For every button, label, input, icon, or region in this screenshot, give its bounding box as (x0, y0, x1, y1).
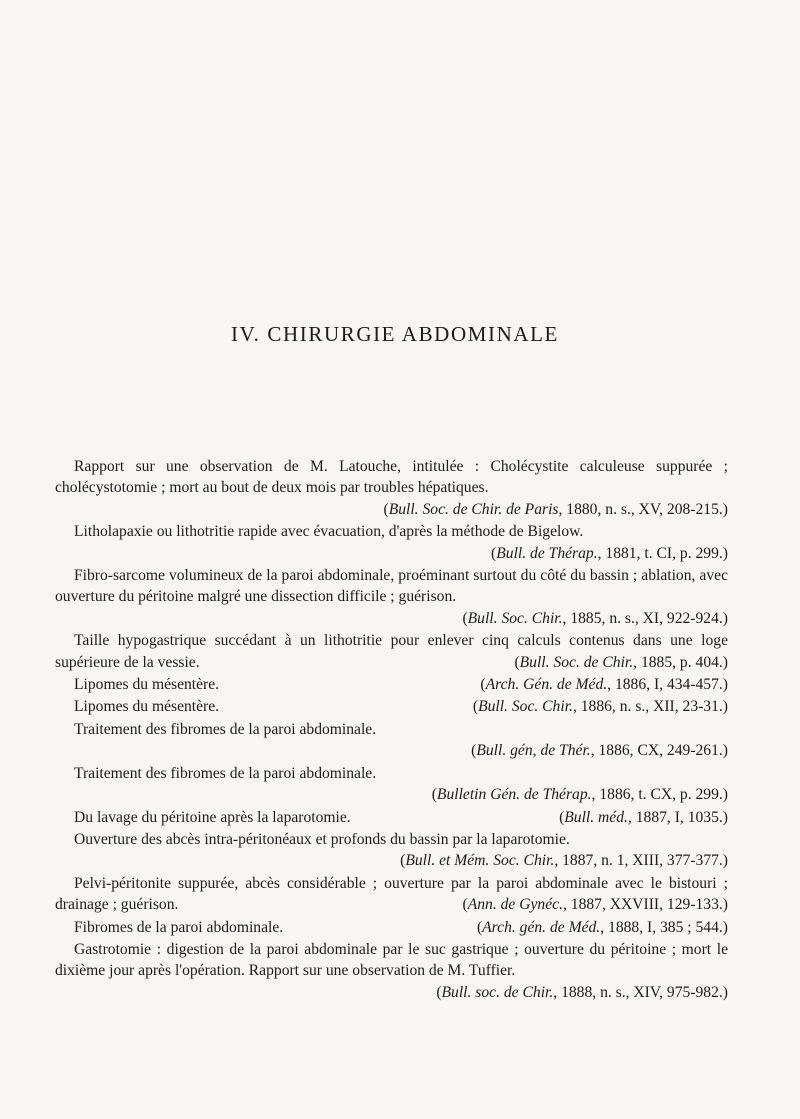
entry-text: Litholapaxie ou lithotritie rapide avec évacuation, d'après la méthode de Bigelow. (74, 523, 584, 541)
list-item (55, 630, 728, 673)
entry-text: Taille hypogastrique succédant à un lithotritie pour enlever cinq calculs contenus dans une loge supérieure de la vessie. (55, 632, 728, 671)
entry-text: Fibromes de la paroi abdominale. (74, 918, 284, 936)
reference-details: , 1886, CX, 249-261.) (590, 742, 728, 760)
journal-name: Arch. gén. de Méd. (482, 918, 601, 936)
journal-name: Bull. Soc. Chir. (467, 609, 563, 627)
entry-reference: (Bull. méd., 1887, I, 1035.) (559, 808, 728, 826)
page-title: IV. CHIRURGIE ABDOMINALE (231, 322, 559, 346)
journal-name: Ann. de Gynéc. (467, 896, 563, 914)
entry-text: Pelvi-péritonite suppurée, abcès considérable ; ouverture par la paroi abdominale avec le bistouri ; drainage ; guérison. (55, 874, 728, 914)
entry-reference: (Bull. Soc. Chir., 1885, n. s., XI, 922-924.) (462, 609, 728, 627)
list-item (55, 565, 728, 629)
entry-reference: (Bull. soc. de Chir., 1888, n. s., XIV, 975-982.) (436, 983, 728, 1001)
list-item (55, 521, 728, 564)
list-item (55, 719, 728, 762)
entry-text: Traitement des fibromes de la paroi abdominale. (74, 764, 377, 782)
list-item (55, 696, 728, 717)
list-item (55, 674, 728, 695)
list-item (55, 807, 728, 828)
entry-reference: (Bull. Soc. de Chir. de Paris, 1880, n. s., XV, 208-215.) (383, 500, 728, 518)
journal-name: Bull. de Thérap. (496, 544, 598, 562)
journal-name: Bull. méd. (564, 808, 628, 826)
entry-reference: (Arch. gén. de Méd., 1888, I, 385 ; 544.) (476, 918, 728, 936)
journal-name: Bull. soc. de Chir. (441, 983, 554, 1001)
journal-name: Bull. Soc. Chir. (478, 698, 573, 716)
list-item (55, 873, 728, 916)
bibliography-list (55, 456, 728, 1003)
entry-text: Rapport sur une observation de M. Latouche, intitulée : Cholécystite calculeuse suppurée ; cholécystotomie ; mort au bout de deux mois par troubles hépatiques. (55, 458, 728, 497)
journal-name: Bull. Soc. de Chir. de Paris (388, 500, 559, 518)
entry-reference: (Bull. gén, de Thér., 1886, CX, 249-261.) (471, 742, 728, 760)
reference-details: , 1888, n. s., XIV, 975-982.) (553, 983, 728, 1001)
entry-reference: (Bull. Soc. de Chir., 1885, p. 404.) (514, 653, 728, 671)
entry-text: Fibro-sarcome volumineux de la paroi abdominale, proéminant surtout du côté du bassin ; ablation, avec ouverture du péritoine malgré une dissection difficile ; guérison. (55, 567, 728, 606)
entry-reference: (Bull. Soc. Chir., 1886, n. s., XII, 23-31.) (472, 698, 728, 716)
journal-name: Bulletin Gén. de Thérap. (436, 786, 592, 804)
reference-details: , 1880, n. s., XV, 208-215.) (558, 500, 728, 518)
list-item (55, 763, 728, 806)
reference-details: , 1886, t. CX, p. 299.) (591, 786, 728, 804)
journal-name: Arch. Gén. de Méd. (485, 676, 608, 694)
entry-text: Lipomes du mésentère. (74, 698, 220, 716)
list-item (55, 939, 728, 1001)
reference-details: , 1885, p. 404.) (633, 653, 728, 671)
entry-text: Gastrotomie : digestion de la paroi abdominale par le suc gastrique ; ouverture du péritoine ; mort le dixième jour après l'opération. Rapport sur une observation de M. Tuffier. (55, 940, 728, 980)
entry-reference: (Ann. de Gynéc., 1887, XXVIII, 129-133.) (462, 896, 728, 914)
reference-details: , 1887, XXVIII, 129-133.) (562, 896, 728, 914)
list-item (55, 456, 728, 520)
entry-reference: (Bull. de Thérap., 1881, t. CI, p. 299.) (491, 544, 728, 562)
entry-reference: (Bulletin Gén. de Thérap., 1886, t. CX, p. 299.) (431, 786, 728, 804)
journal-name: Bull. et Mém. Soc. Chir. (405, 852, 555, 870)
reference-details: , 1885, n. s., XI, 922-924.) (562, 609, 728, 627)
entry-text: Du lavage du péritoine après la laparotomie. (74, 808, 351, 826)
entry-text: Lipomes du mésentère. (74, 676, 220, 694)
entry-text: Ouverture des abcès intra-péritonéaux et profonds du bassin par la laparotomie. (74, 830, 570, 848)
list-item (55, 829, 728, 872)
entry-reference: (Bull. et Mém. Soc. Chir., 1887, n. 1, XIII, 377-377.) (400, 852, 728, 870)
reference-details: , 1888, I, 385 ; 544.) (600, 918, 728, 936)
reference-details: , 1881, t. CI, p. 299.) (597, 544, 728, 562)
reference-details: , 1886, n. s., XII, 23-31.) (572, 698, 728, 716)
journal-name: Bull. gén, de Thér. (476, 742, 591, 760)
entry-text: Traitement des fibromes de la paroi abdominale. (74, 720, 377, 738)
journal-name: Bull. Soc. de Chir. (519, 653, 634, 671)
reference-details: , 1887, I, 1035.) (627, 808, 728, 826)
list-item (55, 917, 728, 938)
reference-details: , 1886, I, 434-457.) (607, 676, 728, 694)
entry-reference: (Arch. Gén. de Méd., 1886, I, 434-457.) (480, 676, 728, 694)
reference-details: , 1887, n. 1, XIII, 377-377.) (554, 852, 728, 870)
